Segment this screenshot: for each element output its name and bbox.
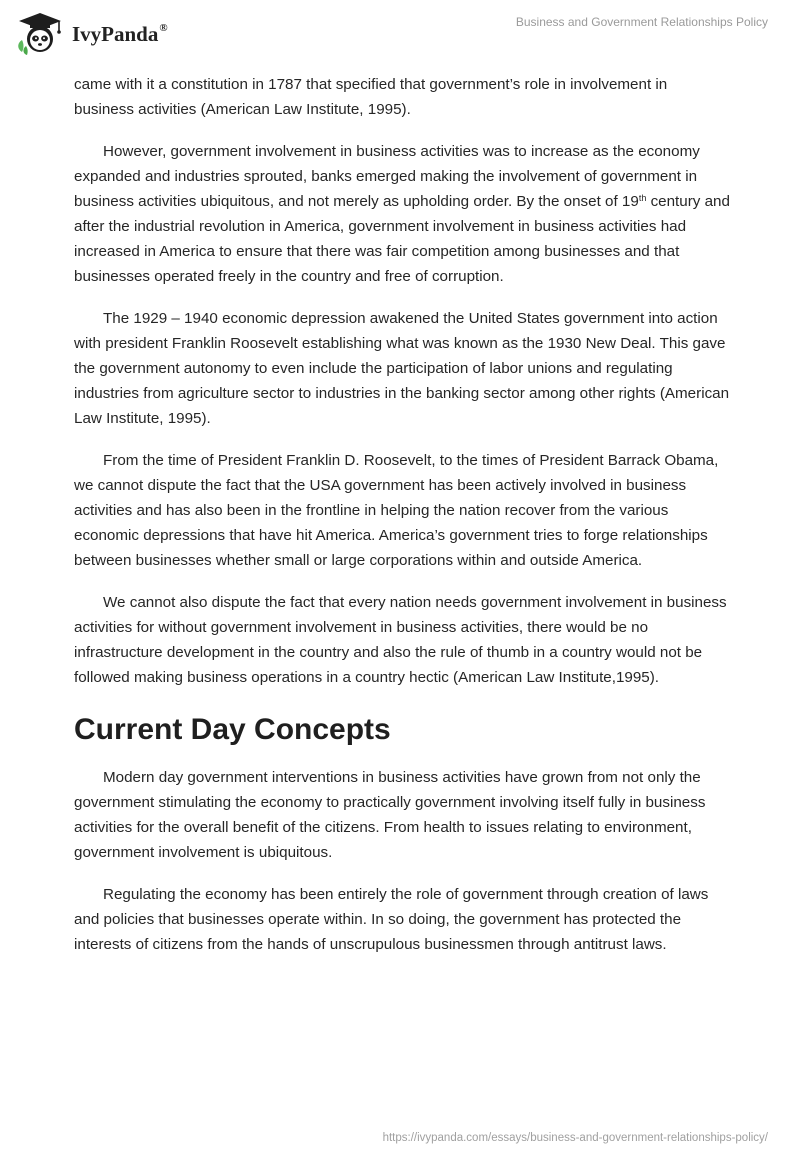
- document-title: Business and Government Relationships Policy: [515, 15, 768, 29]
- paragraph: The 1929 – 1940 economic depression awakened the United States government into action with president Franklin Roosevelt establishing what was known as the 1930 New Deal. This gave the government autonomy to even include the participation of labor unions and regulating industries from agriculture sector to industries in the banking sector among other rights (American Law Institute, 1995).: [74, 310, 730, 427]
- section-heading: Current Day Concepts: [74, 713, 391, 746]
- essay-body: [74, 72, 730, 974]
- paragraph: Modern day government interventions in business activities have grown from not only the government stimulating the economy to practically government involving itself fully in business activities for the overall benefit of the citizens. From health to issues relating to environment, government involvement is ubiquitous.: [74, 769, 706, 861]
- paragraph: From the time of President Franklin D. Roosevelt, to the times of President Barrack Obama, we cannot dispute the fact that the USA government has been actively involved in business activities and has also been in the frontline in helping the nation recover from the various economic depressions that have hit America. America’s government tries to forge relationships between businesses whether small or large corporations within and outside America.: [74, 452, 719, 569]
- page-header: [0, 0, 800, 64]
- paragraph: Regulating the economy has been entirely the role of government through creation of laws and policies that businesses operate within. In so doing, the government has protected the interests of citizens from the hands of unscrupulous businessmen through antitrust laws.: [74, 886, 709, 953]
- paragraph: We cannot also dispute the fact that every nation needs government involvement in business activities for without government involvement in business activities, there would be no infrastructure development in the country and also the rule of thumb in a country would not be followed making business operations in a country hectic (American Law Institute,1995).: [74, 594, 727, 686]
- source-url[interactable]: https://ivypanda.com/essays/business-and-government-relationships-policy/: [382, 1132, 768, 1144]
- panda-graduate-logo-icon: [14, 10, 66, 56]
- paragraph: came with it a constitution in 1787 that specified that government’s role in involvement in business activities (American Law Institute, 1995).: [74, 76, 668, 118]
- paragraph: However, government involvement in business activities was to increase as the economy expanded and industries sprouted, banks emerged making the involvement of government in business activities ubiquitous, and not merely as upholding order. By the onset of 19th century and after the industrial revolution in America, government involvement in business activities had increased in America to ensure that there was fair competition among businesses and that businesses operated freely in the country and free of corruption.: [74, 143, 730, 285]
- ordinal-superscript: th: [638, 193, 647, 203]
- brand-name: IvyPanda®: [72, 21, 168, 46]
- ivypanda-logo[interactable]: [14, 8, 214, 58]
- registered-mark: ®: [159, 21, 168, 34]
